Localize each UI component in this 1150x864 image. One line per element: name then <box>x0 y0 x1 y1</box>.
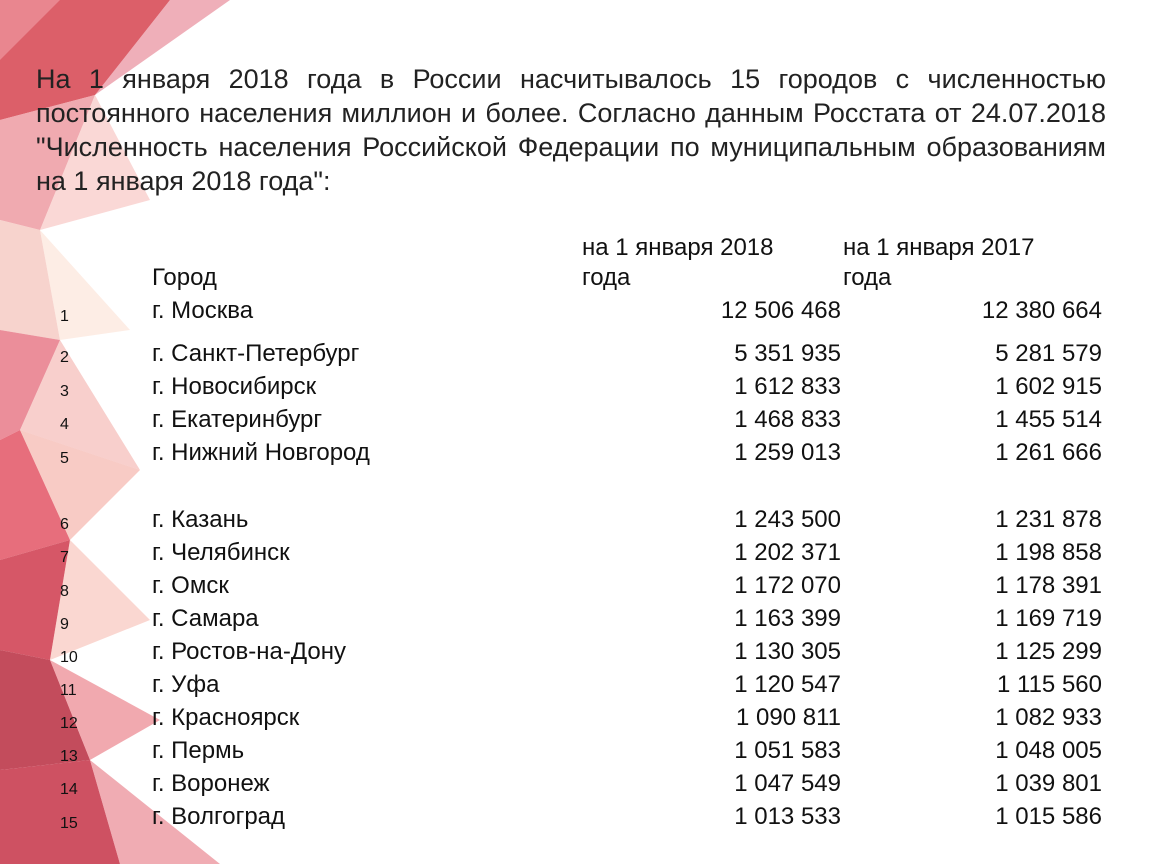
row-value-2018: 5 351 935 <box>734 340 841 367</box>
row-city: г. Новосибирск <box>152 373 317 400</box>
row-number: 7 <box>60 549 69 566</box>
row-city: г. Нижний Новгород <box>152 439 370 466</box>
header-2018-line1: на 1 января 2018 <box>582 234 774 261</box>
row-value-2018: 1 172 070 <box>734 572 841 599</box>
row-number: 10 <box>60 649 78 666</box>
row-city: г. Уфа <box>152 671 220 698</box>
row-value-2018: 1 163 399 <box>734 605 841 632</box>
row-value-2018: 1 051 583 <box>734 737 841 764</box>
row-number: 3 <box>60 383 69 400</box>
intro-paragraph: На 1 января 2018 года в России насчитывалось 15 городов с численностью постоянного населения миллион и более. Согласно данным Росстата от 24.07.2018 "Численность населения Российской Федерации по муниципальным образованиям на 1 января 2018 года": <box>36 64 1106 196</box>
row-value-2017: 1 231 878 <box>995 506 1102 533</box>
row-number: 12 <box>60 715 78 732</box>
row-number: 11 <box>60 682 77 699</box>
row-city: г. Казань <box>152 506 249 533</box>
row-value-2018: 1 130 305 <box>734 638 841 665</box>
row-value-2017: 1 602 915 <box>995 373 1102 400</box>
row-value-2018: 1 047 549 <box>734 770 841 797</box>
row-city: г. Ростов-на-Дону <box>152 638 346 665</box>
row-value-2018: 1 468 833 <box>734 406 841 433</box>
row-value-2017: 1 048 005 <box>995 737 1102 764</box>
row-value-2017: 1 015 586 <box>995 803 1102 830</box>
row-value-2017: 1 169 719 <box>995 605 1102 632</box>
row-value-2018: 1 612 833 <box>734 373 841 400</box>
row-city: г. Челябинск <box>152 539 290 566</box>
header-city: Город <box>152 264 217 291</box>
row-value-2017: 1 198 858 <box>995 539 1102 566</box>
row-number: 6 <box>60 516 69 533</box>
row-number: 2 <box>60 349 69 366</box>
header-2017-line1: на 1 января 2017 <box>843 234 1035 261</box>
row-value-2018: 1 120 547 <box>734 671 841 698</box>
row-number: 8 <box>60 583 69 600</box>
row-city: г. Москва <box>152 297 254 324</box>
row-value-2017: 12 380 664 <box>981 297 1102 324</box>
row-city: г. Красноярск <box>152 704 300 731</box>
row-number: 15 <box>60 815 78 832</box>
row-number: 9 <box>60 616 69 633</box>
row-value-2017: 1 125 299 <box>995 638 1102 665</box>
row-city: г. Самара <box>152 605 259 632</box>
row-value-2018: 12 506 468 <box>720 297 841 324</box>
row-value-2017: 1 261 666 <box>995 439 1102 466</box>
row-value-2018: 1 090 811 <box>736 704 841 731</box>
row-city: г. Екатеринбург <box>152 406 323 433</box>
row-value-2018: 1 202 371 <box>734 539 841 566</box>
row-number: 14 <box>60 781 78 798</box>
row-value-2018: 1 013 533 <box>734 803 841 830</box>
header-2018-line2: года <box>582 264 631 291</box>
row-value-2017: 5 281 579 <box>995 340 1102 367</box>
row-number: 13 <box>60 748 78 765</box>
row-value-2017: 1 039 801 <box>995 770 1102 797</box>
row-number: 4 <box>60 416 69 433</box>
row-value-2017: 1 082 933 <box>995 704 1102 731</box>
row-city: г. Санкт-Петербург <box>152 340 360 367</box>
row-value-2017: 1 455 514 <box>995 406 1102 433</box>
row-number: 1 <box>60 308 69 325</box>
row-number: 5 <box>60 450 69 467</box>
row-value-2018: 1 243 500 <box>734 506 841 533</box>
header-2017-line2: года <box>843 264 892 291</box>
row-value-2017: 1 178 391 <box>995 572 1102 599</box>
row-value-2017: 1 115 560 <box>997 671 1102 698</box>
row-city: г. Омск <box>152 572 229 599</box>
row-city: г. Волгоград <box>152 803 286 830</box>
row-city: г. Пермь <box>152 737 245 764</box>
row-value-2018: 1 259 013 <box>734 439 841 466</box>
row-city: г. Воронеж <box>152 770 270 797</box>
